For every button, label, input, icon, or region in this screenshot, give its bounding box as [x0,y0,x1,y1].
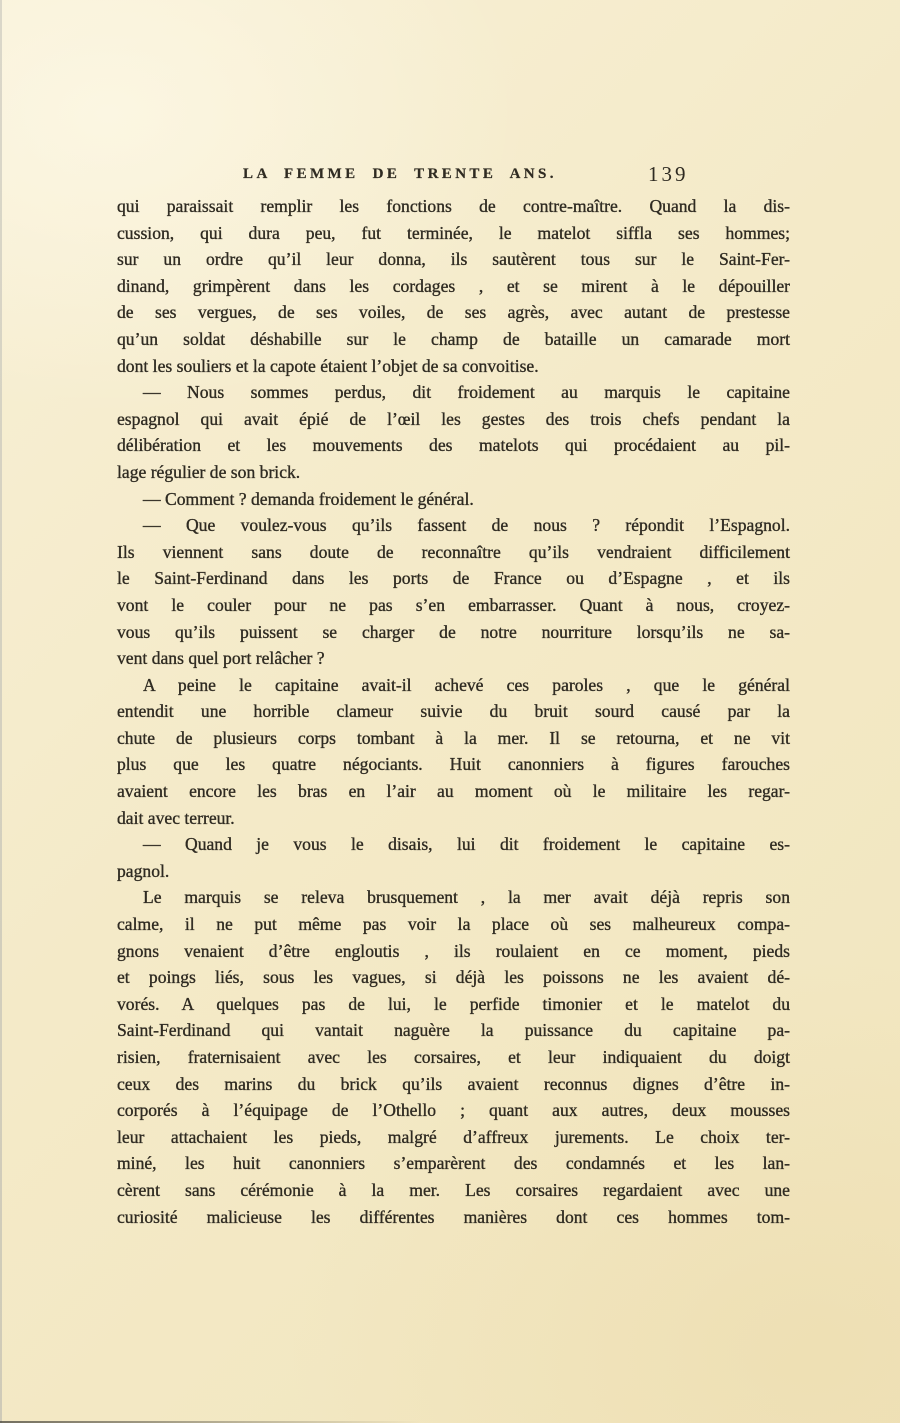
text-line: miné, les huit canonniers s’emparèrent des condamnés et les lan- [117,1153,790,1174]
text-block [117,193,790,1230]
text-line: pagnol. [117,860,170,881]
text-line: — Comment ? demanda froidement le général. [143,488,474,509]
text-line: qui paraissait remplir les fonctions de contre-maître. Quand la dis- [117,196,790,216]
text-line: curiosité malicieuse les différentes manières dont ces hommes tom- [117,1206,790,1227]
running-title: LA FEMME DE TRENTE ANS. [243,166,557,182]
scan-edge-left [0,0,2,1423]
text-line: — Quand je vous le disais, lui dit froidement le capitaine es- [143,834,790,855]
text-line: dont les souliers et la capote étaient l’objet de sa convoitise. [117,355,539,376]
text-line: gnons venaient d’être engloutis , ils roulaient en ce moment, pieds [117,940,790,961]
text-line: calme, il ne put même pas voir la place où ses malheureux compa- [117,914,790,935]
text-line: délibération et les mouvements des matelots qui procédaient au pil- [117,435,790,456]
text-line: dinand, grimpèrent dans les cordages , et se mirent à le dépouiller [117,275,790,296]
text-line: corporés à l’équipage de l’Othello ; quant aux autres, deux mousses [117,1100,790,1121]
text-line: Le marquis se releva brusquement , la mer avait déjà repris son [143,887,790,908]
text-line: chute de plusieurs corps tombant à la mer. Il se retourna, et ne vit [117,727,790,748]
text-line: Ils viennent sans doute de reconnaître qu’ils vendraient difficilement [117,541,790,562]
page-number: 139 [648,162,689,186]
text-line: dait avec terreur. [117,807,235,828]
text-line: — Nous sommes perdus, dit froidement au marquis le capitaine [143,382,790,403]
text-line: le Saint-Ferdinand dans les ports de France ou d’Espagne , et ils [117,568,790,589]
text-line: avaient encore les bras en l’air au moment où le militaire les regar- [117,781,790,802]
text-line: vorés. A quelques pas de lui, le perfide timonier et le matelot du [117,993,790,1014]
text-line: vent dans quel port relâcher ? [117,648,325,669]
text-line: Saint-Ferdinand qui vantait naguère la puissance du capitaine pa- [117,1020,790,1041]
text-line: lage régulier de son brick. [117,461,301,482]
text-line: ceux des marins du brick qu’ils avaient reconnus dignes d’être in- [117,1073,790,1094]
text-line: vous qu’ils puissent se charger de notre nourriture lorsqu’ils ne sa- [117,621,790,642]
text-line: risien, fraternisaient avec les corsaires, et leur indiquaient du doigt [117,1047,790,1067]
text-line: cussion, qui dura peu, fut terminée, le matelot siffla ses hommes; [117,222,790,243]
text-line: et poings liés, sous les vagues, si déjà les poissons ne les avaient dé- [117,967,790,988]
text-line: — Que voulez-vous qu’ils fassent de nous ? répondit l’Espagnol. [143,515,790,536]
text-line: de ses vergues, de ses voiles, de ses agrès, avec autant de prestesse [117,302,790,323]
text-line: A peine le capitaine avait-il achevé ces paroles , que le général [143,674,790,695]
text-line: plus que les quatre négociants. Huit canonniers à figures farouches [117,754,790,775]
text-line: qu’un soldat déshabille sur le champ de bataille un camarade mort [117,328,790,349]
text-line: cèrent sans cérémonie à la mer. Les corsaires regardaient avec une [117,1179,790,1200]
text-line: sur un ordre qu’il leur donna, ils sautèrent tous sur le Saint-Fer- [117,249,790,270]
text-line: entendit une horrible clameur suivie du bruit sourd causé par la [117,701,790,722]
text-line: leur attachaient les pieds, malgré d’affreux jurements. Le choix ter- [117,1126,790,1147]
text-line: vont le couler pour ne pas s’en embarrasser. Quant à nous, croyez- [117,594,790,615]
text-line: espagnol qui avait épié de l’œil les gestes des trois chefs pendant la [117,408,790,429]
